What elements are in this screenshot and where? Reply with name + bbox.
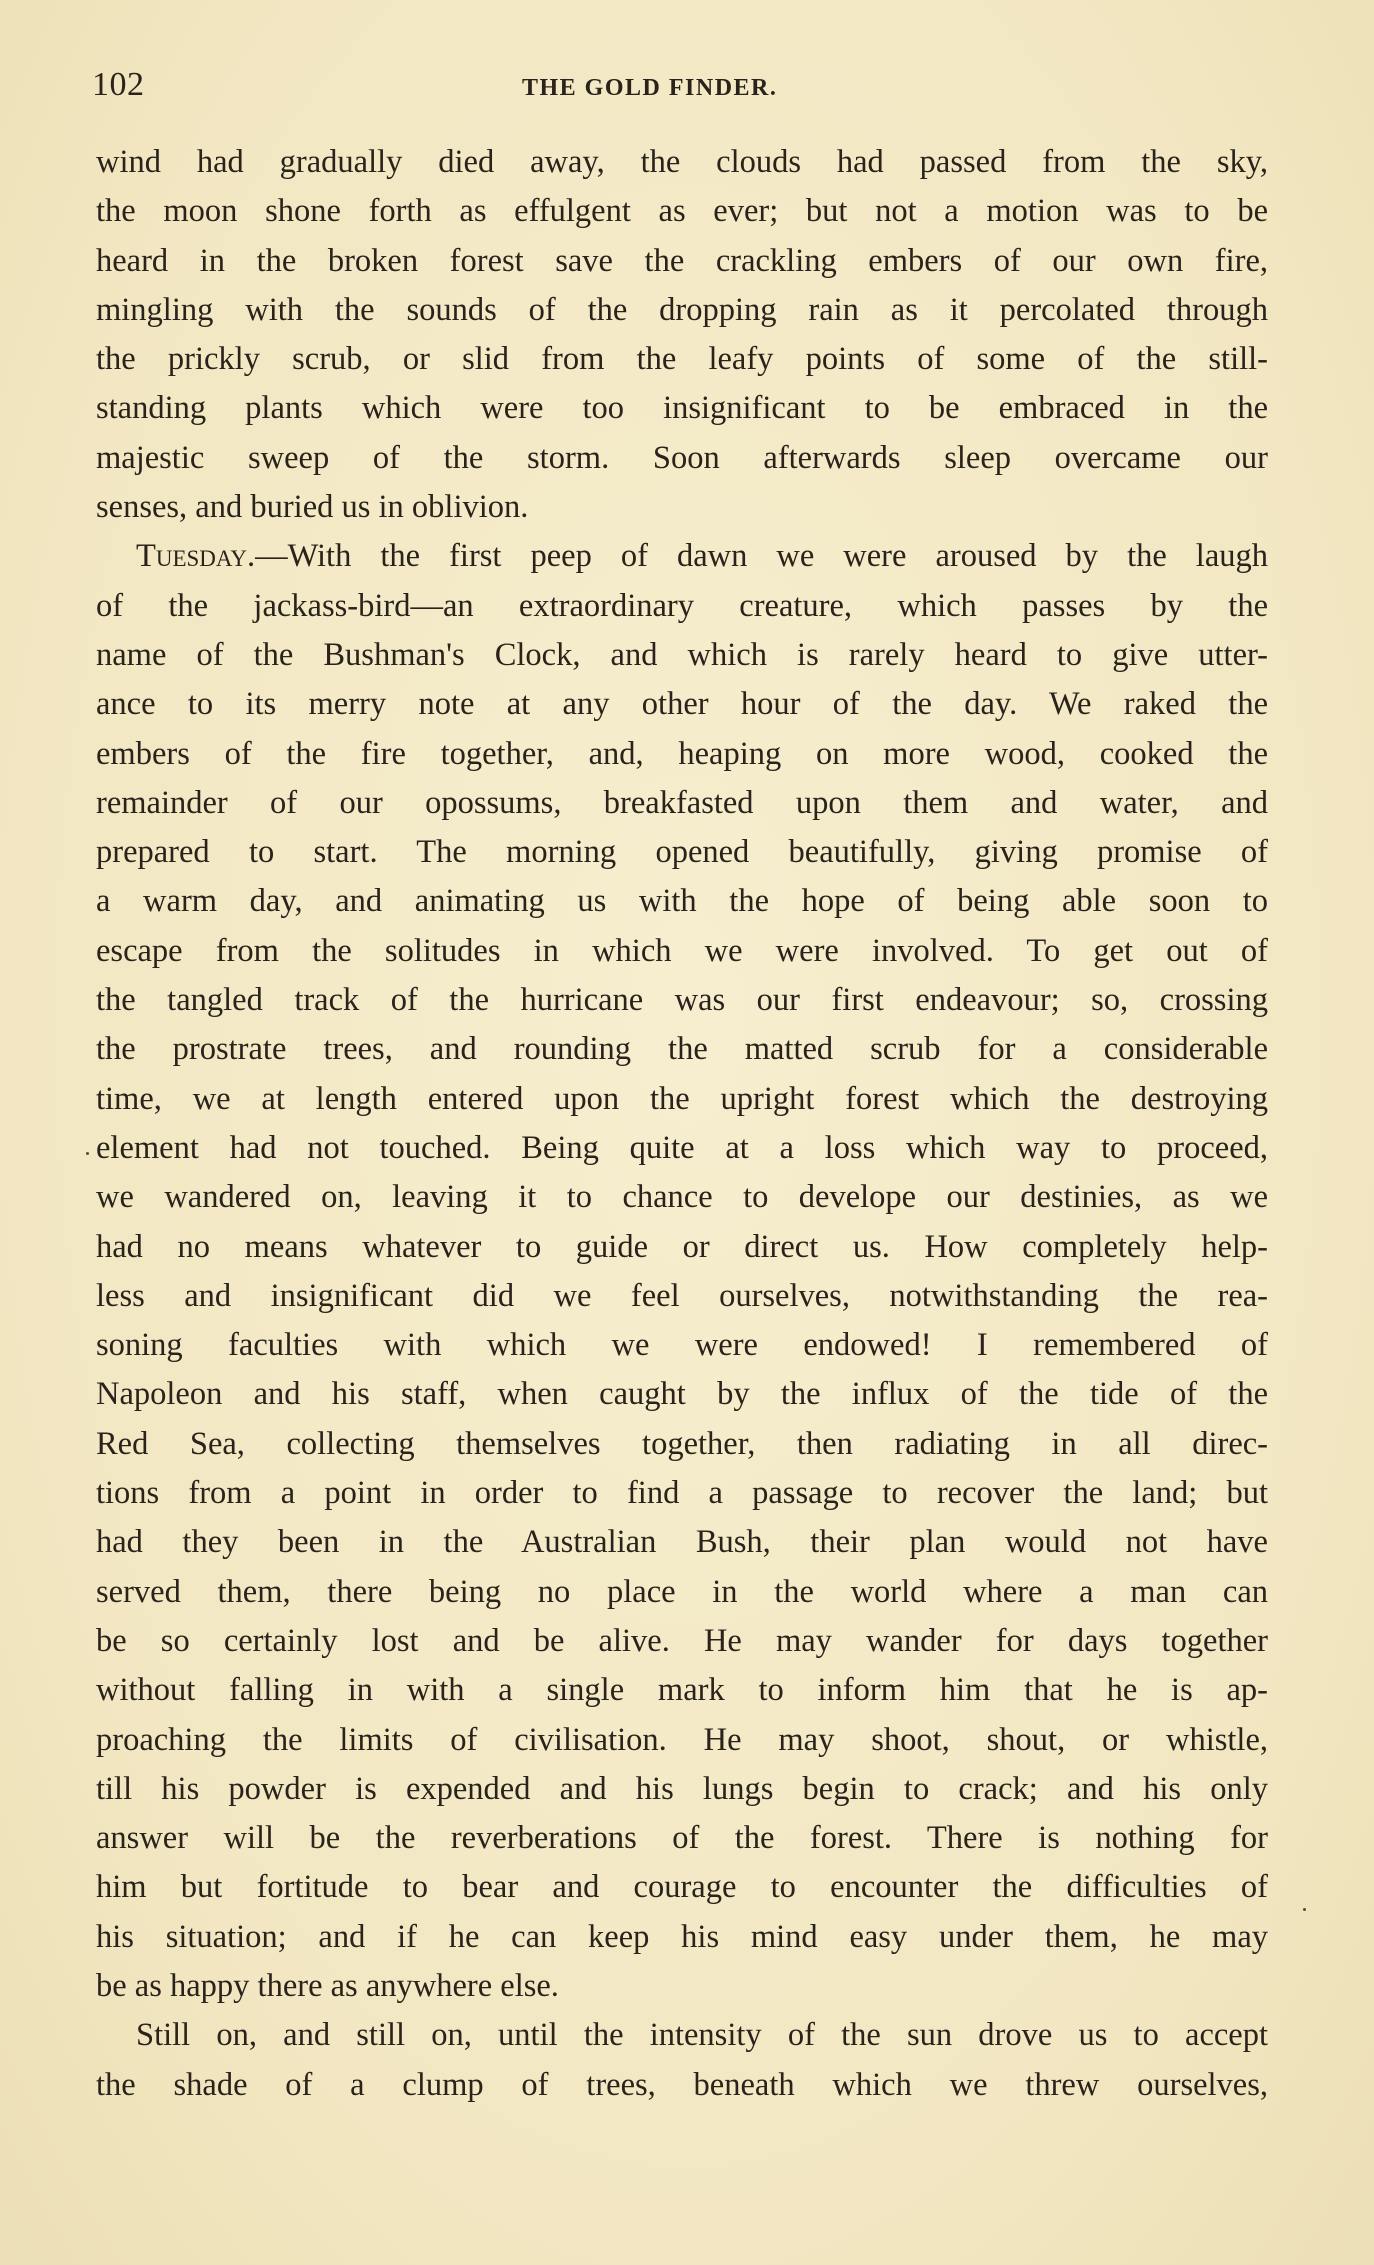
text-line: wind had gradually died away, the clouds had passed from the sky, bbox=[96, 144, 1268, 180]
text-line: without falling in with a single mark to inform him that he is ap- bbox=[96, 1672, 1268, 1709]
text-line: be as happy there as anywhere else. bbox=[96, 1967, 559, 2004]
text-line: prepared to start. The morning opened beautifully, giving promise of bbox=[96, 834, 1268, 871]
text-line: Red Sea, collecting themselves together, then radiating in all direc- bbox=[96, 1425, 1268, 1462]
text-line: a warm day, and animating us with the hope of being able soon to bbox=[96, 883, 1268, 920]
text-line: element had not touched. Being quite at a loss which way to proceed, bbox=[96, 1129, 1268, 1166]
ink-speck bbox=[1303, 1908, 1306, 1911]
text-line: name of the Bushman's Clock, and which is rarely heard to give utter- bbox=[96, 636, 1268, 673]
body-text bbox=[96, 138, 1268, 2110]
text-line: had no means whatever to guide or direct us. How completely help- bbox=[96, 1228, 1268, 1265]
text-line: senses, and buried us in oblivion. bbox=[96, 489, 529, 526]
text-line: majestic sweep of the storm. Soon afterwards sleep overcame our bbox=[96, 439, 1268, 476]
text-line: embers of the fire together, and, heaping on more wood, cooked the bbox=[96, 735, 1268, 772]
day-label: Tuesday. bbox=[136, 538, 256, 575]
text-line: the tangled track of the hurricane was our first endeavour; so, crossing bbox=[96, 982, 1268, 1019]
text-line: him but fortitude to bear and courage to encounter the difficulties of bbox=[96, 1869, 1268, 1906]
text-line: we wandered on, leaving it to chance to develope our destinies, as we bbox=[96, 1179, 1268, 1216]
paragraph-first-line bbox=[96, 532, 1268, 581]
text-line: escape from the solitudes in which we were involved. To get out of bbox=[96, 932, 1268, 969]
text-line: the prickly scrub, or slid from the leafy points of some of the still- bbox=[96, 341, 1268, 378]
text-line: served them, there being no place in the world where a man can bbox=[96, 1573, 1268, 1610]
text-line: less and insignificant did we feel ourselves, notwithstanding the rea- bbox=[96, 1277, 1268, 1314]
text-line: the moon shone forth as effulgent as ever; but not a motion was to be bbox=[96, 193, 1268, 230]
page-header bbox=[92, 62, 1282, 112]
text-line: be so certainly lost and be alive. He may wander for days together bbox=[96, 1622, 1268, 1659]
text-line: standing plants which were too insignificant to be embraced in the bbox=[96, 390, 1268, 427]
text-line: answer will be the reverberations of the forest. There is nothing for bbox=[96, 1820, 1268, 1857]
text-line: proaching the limits of civilisation. He may shoot, shout, or whistle, bbox=[96, 1721, 1268, 1758]
text-line: the shade of a clump of trees, beneath which we threw ourselves, bbox=[96, 2066, 1268, 2103]
text-line: tions from a point in order to find a passage to recover the land; but bbox=[96, 1475, 1268, 1512]
text-line: the prostrate trees, and rounding the matted scrub for a considerable bbox=[96, 1031, 1268, 1068]
text-line: Still on, and still on, until the intensity of the sun drove us to accept bbox=[136, 2017, 1268, 2054]
text-line: heard in the broken forest save the crackling embers of our own fire, bbox=[96, 242, 1268, 279]
text-line: soning faculties with which we were endowed! I remembered of bbox=[96, 1327, 1268, 1364]
text-line-continuation: —With the first peep of dawn we were aroused by the laugh bbox=[255, 538, 1268, 575]
text-line: time, we at length entered upon the upright forest which the destroying bbox=[96, 1080, 1268, 1117]
text-line: Napoleon and his staff, when caught by the influx of the tide of the bbox=[96, 1376, 1268, 1413]
text-line: had they been in the Australian Bush, their plan would not have bbox=[96, 1524, 1268, 1561]
ink-speck bbox=[86, 1152, 89, 1155]
text-line: ance to its merry note at any other hour of the day. We raked the bbox=[96, 686, 1268, 723]
text-line: remainder of our opossums, breakfasted upon them and water, and bbox=[96, 784, 1268, 821]
running-head: THE GOLD FINDER. bbox=[522, 75, 778, 101]
text-line: his situation; and if he can keep his mind easy under them, he may bbox=[96, 1918, 1268, 1955]
page-number: 102 bbox=[92, 66, 145, 103]
text-line: till his powder is expended and his lungs begin to crack; and his only bbox=[96, 1770, 1268, 1807]
text-line: mingling with the sounds of the dropping rain as it percolated through bbox=[96, 291, 1268, 328]
text-line: of the jackass-bird—an extraordinary creature, which passes by the bbox=[96, 587, 1268, 624]
